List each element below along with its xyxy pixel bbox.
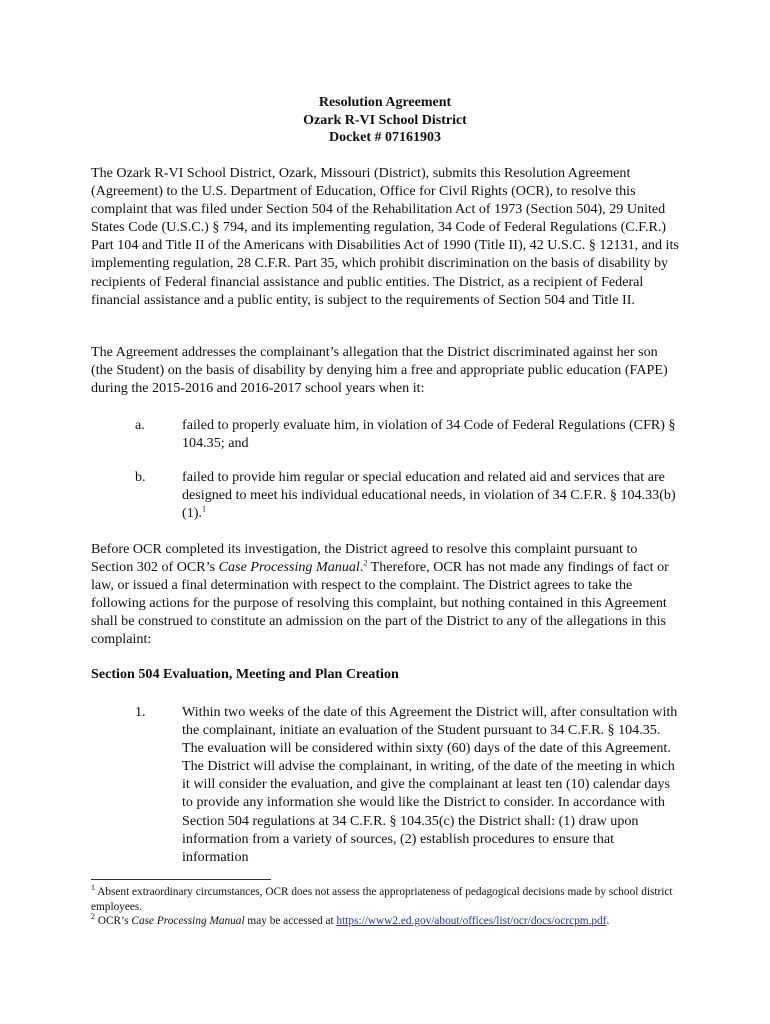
resolution-paragraph	[91, 540, 680, 649]
list-marker: 1.	[135, 704, 146, 720]
intro-paragraph: The Ozark R-VI School District, Ozark, Missouri (District), submits this Resolution Agreement (Agreement) to the U.S. Department of Education, Office for Civil Rights (OCR), to resolve this complaint that was filed under Section 504 of the Rehabilitation Act of 1973 (Section 504), 29 United States Code (U.S.C.) § 794, and its implementing regulation, 34 Code of Federal Regulations (C.F.R.) Part 104 and Title II of the Americans with Disabilities Act of 1990 (Title II), 42 U.S.C. § 12131, and its implementing regulation, 28 C.F.R. Part 35, which prohibit discrimination on the basis of disability by recipients of Federal financial assistance and public entities. The District, as a recipient of Federal financial assistance and a public entity, is subject to the requirements of Section 504 and Title II.	[91, 165, 679, 308]
allegation-paragraph: The Agreement addresses the complainant’s allegation that the District discriminated against her son (the Student) on the basis of disability by denying him a free and appropriate public education (FAPE) during the 2015-2016 and 2016-2017 school years when it:	[91, 344, 668, 397]
document-title: Resolution Agreement	[318, 95, 452, 110]
resolution-text-part2: .	[359, 559, 364, 576]
footnote-2	[91, 914, 681, 929]
footnote-text-middle: may be accessed at	[244, 915, 337, 927]
resolution-text-part3: Therefore, OCR has not made any findings of fact or law, or issued a final determination with respect to the complaint. The District agrees to take the following actions for the purpose of resolving this complaint, but nothing contained in this Agreement shall be construed to constitute an admission on the part of the District to any of the allegations in this complaint:	[91, 559, 669, 648]
footnote-1	[91, 885, 681, 914]
footnote-manual-title: Case Processing Manual	[131, 915, 245, 927]
footnote-divider	[91, 879, 271, 880]
list-marker: a.	[135, 417, 145, 433]
footnote-ref-1[interactable]: 1	[201, 504, 206, 514]
footnote-ref-2[interactable]: 2	[363, 558, 368, 568]
ocr-manual-link[interactable]: https://www2.ed.gov/about/offices/list/ocr/docs/ocrcpm.pdf	[336, 915, 607, 927]
resolution-text-part1: Before OCR completed its investigation, the District agreed to resolve this complaint pursuant to Section 302 of OCR’s	[91, 541, 638, 576]
list-item-text-wrapper	[182, 468, 681, 522]
document-header	[0, 94, 770, 147]
case-processing-manual-title: Case Processing Manual	[218, 559, 360, 576]
section-heading: Section 504 Evaluation, Meeting and Plan Creation	[91, 666, 399, 682]
list-item-text: failed to properly evaluate him, in violation of 34 Code of Federal Regulations (CFR) § 104.35; and	[182, 417, 676, 452]
district-name: Ozark R-VI School District	[303, 112, 467, 128]
docket-number: Docket # 07161903	[329, 130, 441, 145]
list-marker: b.	[135, 469, 146, 485]
list-item-text: Within two weeks of the date of this Agreement the District will, after consultation with the complainant, initiate an evaluation of the Student pursuant to 34 C.F.R. § 104.35. The evaluation will be considered within sixty (60) days of the date of this Agreement. The District will advise the complainant, in writing, of the date of the meeting in which it will consider the evaluation, and give the complainant at least ten (10) calendar days to provide any information she would like the District to consider. In accordance with Section 504 regulations at 34 C.F.R. § 104.35(c) the District shall: (1) draw upon information from a variety of sources, (2) establish procedures to ensure that information	[182, 704, 678, 865]
footnote-text: Absent extraordinary circumstances, OCR does not assess the appropriateness of pedagogical decisions made by school district employees.	[91, 886, 673, 913]
footnotes	[91, 885, 681, 929]
footnote-text-before: OCR’s	[95, 915, 132, 927]
footnote-number: 2	[91, 912, 95, 922]
footnote-number: 1	[91, 883, 95, 893]
list-item-text: failed to provide him regular or special education and related aid and services that are designed to meet his individual educational needs, in violation of 34 C.F.R. § 104.33(b)(1).	[182, 469, 676, 522]
footnote-text-after: .	[606, 915, 610, 927]
